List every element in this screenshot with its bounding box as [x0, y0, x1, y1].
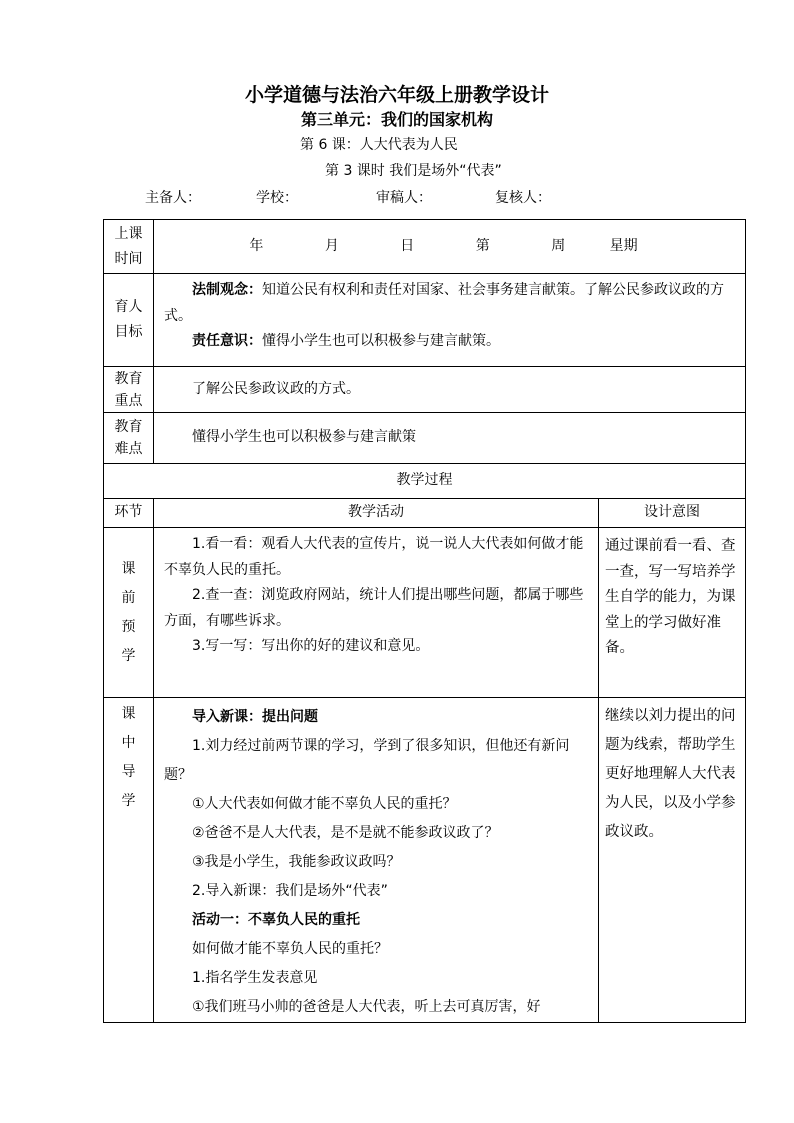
date-weekday: 星期 [609, 237, 638, 254]
intro-heading-text: 导入新课：提出问题 [192, 709, 318, 725]
goal-duty-line [164, 329, 739, 355]
col-intent: 设计意图 [599, 499, 746, 528]
label-key-point: 教育重点 [104, 367, 154, 413]
unit-title: 第三单元：我们的国家机构 [300, 110, 493, 129]
row-key-point [104, 367, 746, 413]
difficulty-text: 懂得小学生也可以积极参与建言献策 [154, 413, 746, 464]
intro-heading [164, 703, 592, 732]
mid-label-1: 课 [121, 706, 136, 722]
staff-reviewer: 审稿人： [376, 190, 432, 206]
in-class-intent: 继续以刘力提出的问题为线索，帮助学生更好地理解人大代表为人民，以及小学参政议政。 [599, 698, 746, 1023]
label-pre-class [104, 528, 154, 698]
staff-main-preparer: 主备人： [145, 190, 201, 206]
class-time-fields [154, 220, 746, 274]
row-class-time [104, 220, 746, 274]
date-year: 年 [249, 237, 264, 254]
pre-item-3: 3.写一写：写出你的好的建议和意见。 [192, 638, 430, 654]
process-header: 教学过程 [104, 464, 746, 499]
activity1-heading [164, 906, 592, 935]
date-week-number: 第 [475, 237, 490, 254]
label-difficulty: 教育难点 [104, 413, 154, 464]
pre-label-2: 前 [121, 589, 136, 606]
row-goals [104, 274, 746, 367]
row-pre-class [104, 528, 746, 698]
pre-label-3: 预 [121, 618, 136, 635]
activity1-step1a: ①我们班马小帅的爸爸是人大代表，听上去可真厉害，好 [192, 999, 541, 1015]
mid-q1b: ②爸爸不是人大代表，是不是就不能参政议政了？ [192, 825, 499, 841]
goal-law-head: 法制观念： [192, 282, 262, 298]
date-week: 周 [551, 237, 566, 254]
mid-label-3: 导 [121, 764, 136, 780]
mid-q1c: ③我是小学生，我能参政议政吗？ [192, 854, 401, 870]
col-stage: 环节 [104, 499, 154, 528]
key-point-text: 了解公民参政议政的方式。 [154, 367, 746, 413]
mid-q1: 1.刘力经过前两节课的学习，学到了很多知识，但他还有新问题？ [164, 738, 570, 783]
row-process-header [104, 464, 746, 499]
goal-duty-text: 懂得小学生也可以积极参与建言献策。 [262, 333, 500, 349]
activity1-question: 如何做才能不辜负人民的重托？ [192, 941, 388, 957]
lesson-plan-table [103, 219, 746, 1023]
mid-q1a: ①人大代表如何做才能不辜负人民的重托？ [192, 796, 457, 812]
label-goals: 育人目标 [104, 274, 154, 367]
pre-label-4: 学 [121, 647, 136, 664]
mid-label-4: 学 [121, 793, 136, 809]
mid-q2: 2.导入新课：我们是场外“代表” [192, 883, 388, 899]
lesson-title: 第 6 课：人大代表为人民 [300, 137, 458, 153]
staff-school: 学校： [256, 190, 298, 206]
document-title: 小学道德与法治六年级上册教学设计 [244, 84, 549, 106]
in-class-activities [154, 698, 599, 1023]
mid-label-2: 中 [121, 735, 136, 751]
goal-law-line [164, 278, 739, 329]
label-in-class [104, 698, 154, 1023]
label-class-time: 上课时间 [104, 220, 154, 274]
row-difficulty [104, 413, 746, 464]
goal-law-text: 知道公民有权利和责任对国家、社会事务建言献策。了解公民参政议政的方式。 [164, 282, 724, 324]
col-activity: 教学活动 [154, 499, 599, 528]
activity1-step1: 1.指名学生发表意见 [192, 970, 318, 986]
staff-checker: 复核人： [495, 190, 551, 206]
date-month: 月 [324, 237, 339, 254]
pre-class-activities [154, 528, 599, 698]
pre-item-1: 1.看一看：观看人大代表的宣传片，说一说人大代表如何做才能不辜负人民的重托。 [164, 536, 584, 578]
pre-class-intent: 通过课前看一看、查一查，写一写培养学生自学的能力，为课堂上的学习做好准备。 [599, 528, 746, 698]
pre-item-2: 2.查一查：浏览政府网站，统计人们提出哪些问题，都属于哪些方面，有哪些诉求。 [164, 587, 584, 629]
row-column-headers [104, 499, 746, 528]
period-title: 第 3 课时 我们是场外“代表” [325, 163, 502, 179]
date-day: 日 [400, 237, 415, 254]
row-in-class [104, 698, 746, 1023]
pre-label-1: 课 [121, 560, 136, 577]
goal-duty-head: 责任意识： [192, 333, 262, 349]
activity1-heading-text: 活动一：不辜负人民的重托 [192, 912, 360, 928]
goals-content [154, 274, 746, 367]
